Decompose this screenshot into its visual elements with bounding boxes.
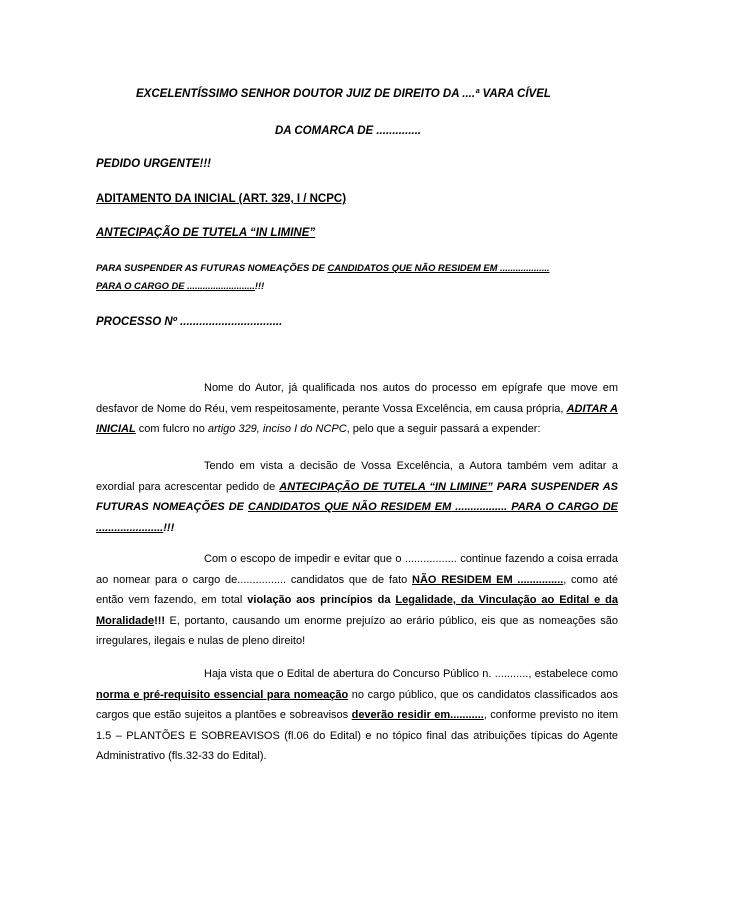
- p3-text-4: violação aos princípios da: [247, 594, 396, 606]
- purpose-text-d: !!!: [254, 280, 265, 291]
- p3-text-5: Legalidade, da Vinculação ao Edital e da Moralidade: [96, 594, 618, 627]
- purpose-text-b: CANDIDATOS QUE NÃO RESIDEM EM ...................: [327, 262, 550, 273]
- court-address-line-2: DA COMARCA DE ..............: [275, 125, 422, 137]
- p4-text-1: Haja vista que o Edital de abertura do Concurso Público n. ..........., estabelece como: [204, 668, 618, 680]
- p1-text-5: , pelo que a seguir passará a expender:: [346, 423, 541, 435]
- p2-text-1: Tendo em vista a decisão de Vossa Excelência, a Autora também vem aditar a exordial para acrescentar pedido de: [96, 460, 618, 493]
- p3-text-6: !!!: [154, 614, 166, 627]
- p2-text-4: CANDIDATOS QUE NÃO RESIDEM EM ................. PARA O CARGO DE ......................: [96, 501, 619, 534]
- paragraph-3: [96, 549, 618, 652]
- paragraph-2: [96, 456, 618, 538]
- p3-text-3: , como até então vem fazendo, em total: [96, 573, 618, 606]
- paragraph-4: [96, 664, 618, 767]
- p2-text-2: ANTECIPAÇÃO DE TUTELA “IN LIMINE”: [279, 480, 493, 493]
- purpose-text-a: PARA SUSPENDER AS FUTURAS NOMEAÇÕES DE: [96, 262, 328, 273]
- purpose-line-2: [96, 280, 264, 291]
- injunction-heading: ANTECIPAÇÃO DE TUTELA “IN LIMINE”: [96, 227, 316, 239]
- p1-text-4: artigo 329, inciso I do NCPC: [207, 423, 347, 435]
- amendment-heading: ADITAMENTO DA INICIAL (ART. 329, I / NCPC): [96, 193, 347, 205]
- p1-text-3: com fulcro no: [135, 423, 208, 435]
- p4-text-2: norma e pré-requisito essencial para nomeação: [96, 688, 349, 701]
- process-number-heading: PROCESSO Nº ................................: [96, 316, 283, 328]
- purpose-line-1: [96, 262, 550, 273]
- p2-text-5: !!!: [163, 521, 175, 534]
- p4-text-3: no cargo público, que os candidatos classificados aos cargos que estão sujeitos a plantões e sobreavisos: [96, 688, 618, 721]
- paragraph-1: [96, 378, 618, 440]
- p4-text-5: , conforme previsto no item 1.5 – PLANTÕES E SOBREAVISOS (fl.06 do Edital) e no tópico final das atribuições típicas do Agente Administrativo (fls.32-33 do Edital).: [96, 709, 619, 762]
- p1-text-2: ADITAR A INICIAL: [96, 402, 618, 435]
- court-address-line-1: EXCELENTÍSSIMO SENHOR DOUTOR JUIZ DE DIREITO DA ....ª VARA CÍVEL: [136, 88, 551, 100]
- p3-text-1: Com o escopo de impedir e evitar que o ................. continue fazendo a coisa errada ao nomear para o cargo de................ candidatos que de fato: [96, 553, 618, 586]
- purpose-text-c: PARA O CARGO DE ..........................: [96, 280, 255, 291]
- p3-text-7: E, portanto, causando um enorme prejuízo ao erário público, eis que as nomeações são irregulares, ilegais e nulas de pleno direito!: [96, 614, 618, 647]
- p2-text-3: PARA SUSPENDER AS FUTURAS NOMEAÇÕES DE: [96, 480, 618, 513]
- p4-text-4: deverão residir em...........: [351, 709, 484, 721]
- p3-text-2: NÃO RESIDEM EM ...............: [412, 573, 564, 586]
- urgent-request-heading: PEDIDO URGENTE!!!: [96, 158, 211, 170]
- p1-text-1: Nome do Autor, já qualificada nos autos do processo em epígrafe que move em desfavor de Nome do Réu, vem respeitosamente, perante Vossa Excelência, em causa própria,: [96, 382, 618, 415]
